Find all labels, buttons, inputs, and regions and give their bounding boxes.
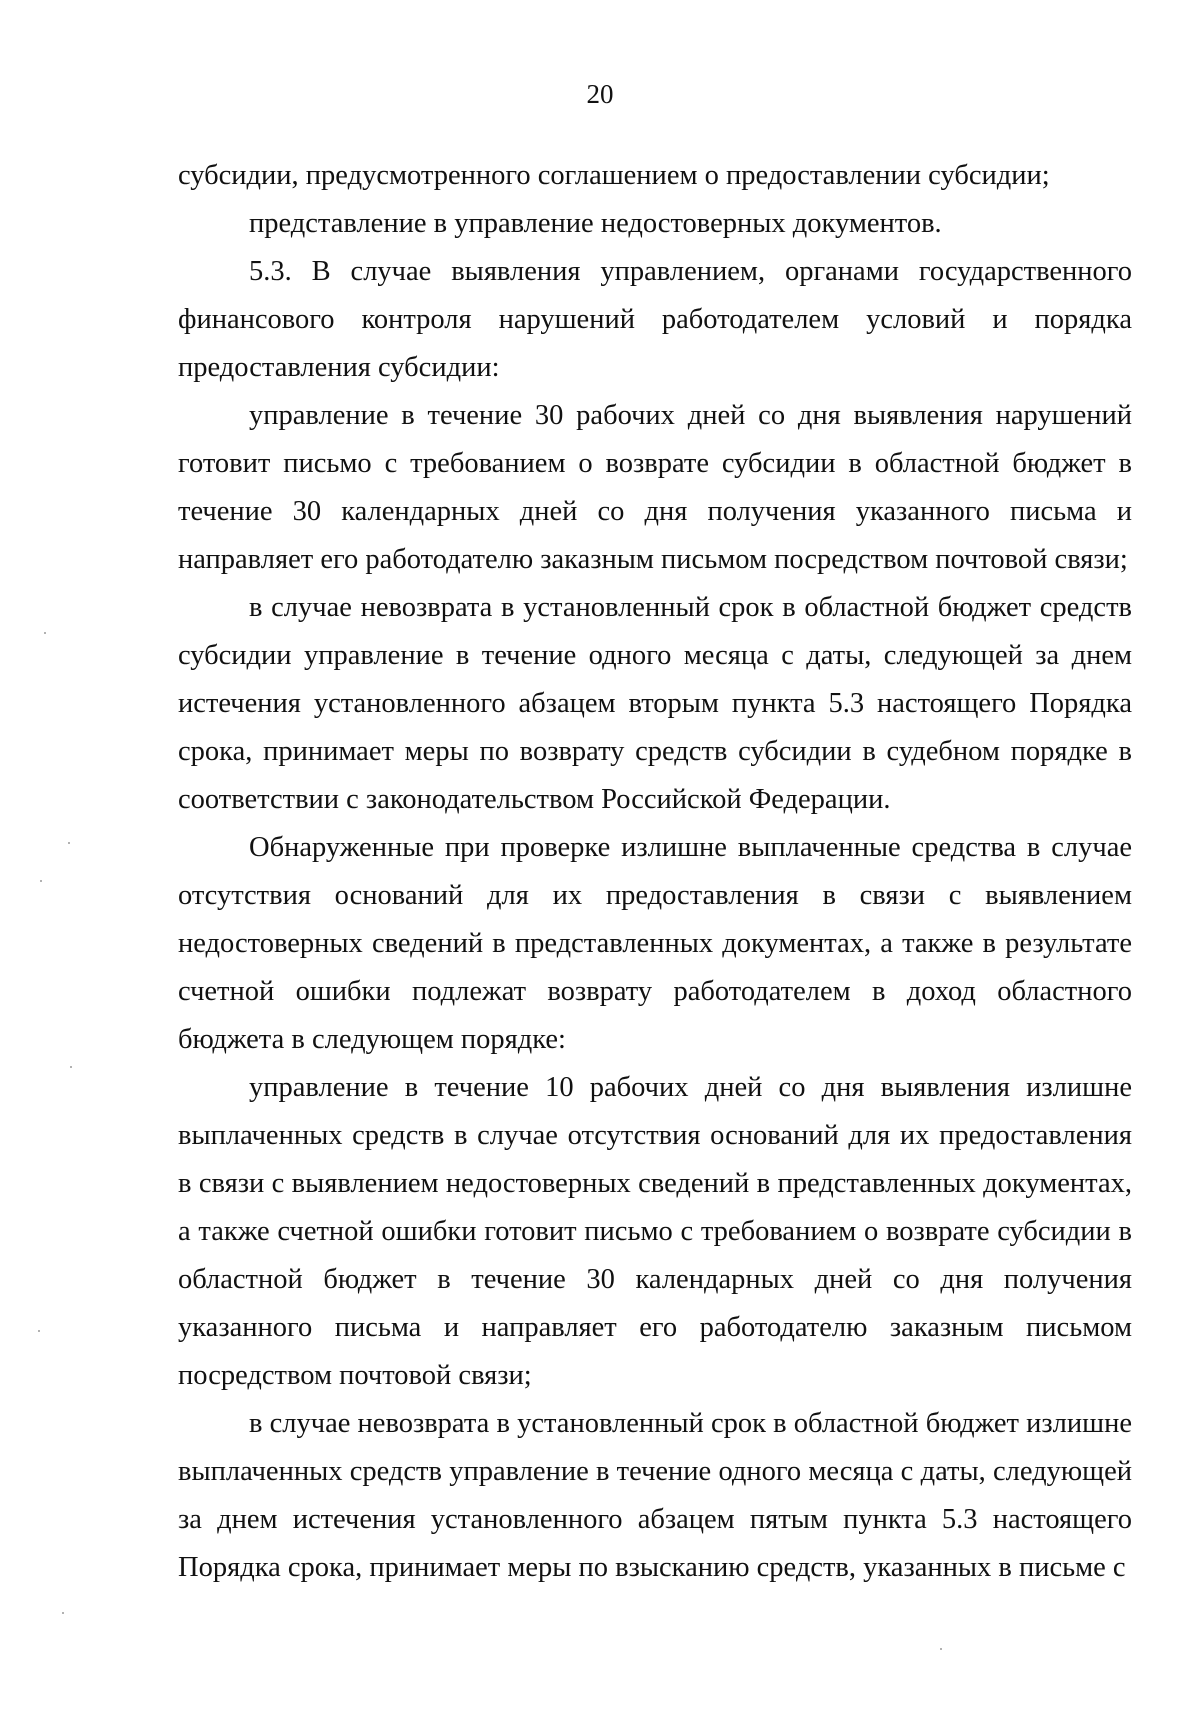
paragraph-overpaid-recovery: в случае невозврата в установленный срок в областной бюджет излишне выплаченных средств управление в течение одного месяца с даты, следующей за днем истечения установленного абзацем пятым пункта 5.3 настоящего Порядка срока, принимает меры по взысканию средств, указанных в письме с bbox=[178, 1408, 1132, 1583]
paragraph-overpaid-letter: управление в течение 10 рабочих дней со дня выявления излишне выплаченных средств в случае отсутствия оснований для их предоставления в связи с выявлением недостоверных сведений в представленных документах, а также счетной ошибки готовит письмо с требованием о возврате субсидии в областной бюджет в течение 30 календарных дней со дня получения указанного письма и направляет его работодателю заказным письмом посредством почтовой связи; bbox=[178, 1072, 1132, 1391]
paragraph-section-5-3: 5.3. В случае выявления управлением, органами государственного финансового контроля нарушений работодателем условий и порядка предоставления субсидии: bbox=[178, 256, 1132, 383]
scan-speck bbox=[38, 1330, 40, 1332]
scan-speck bbox=[68, 842, 70, 844]
scan-speck bbox=[940, 1648, 942, 1650]
scan-speck bbox=[44, 632, 46, 634]
scan-speck bbox=[70, 1066, 72, 1068]
paragraph-return-letter: управление в течение 30 рабочих дней со дня выявления нарушений готовит письмо с требованием о возврате субсидии в областной бюджет в течение 30 календарных дней со дня получения указанного письма и направляет его работодателю заказным письмом посредством почтовой связи; bbox=[178, 400, 1132, 575]
paragraph-list-item: представление в управление недостоверных документов. bbox=[249, 208, 942, 239]
page-number: 20 bbox=[586, 79, 614, 109]
document-body bbox=[178, 152, 1132, 1592]
paragraph-continuation: субсидии, предусмотренного соглашением о предоставлении субсидии; bbox=[178, 160, 1050, 191]
scan-speck bbox=[40, 880, 42, 882]
scan-speck bbox=[62, 1612, 64, 1614]
paragraph-court-measures: в случае невозврата в установленный срок в областной бюджет средств субсидии управление в течение одного месяца с даты, следующей за днем истечения установленного абзацем вторым пункта 5.3 настоящего Порядка срока, принимает меры по возврату средств субсидии в судебном порядке в соответствии с законодательством Российской Федерации. bbox=[178, 592, 1132, 815]
paragraph-overpaid-funds: Обнаруженные при проверке излишне выплаченные средства в случае отсутствия оснований для их предоставления в связи с выявлением недостоверных сведений в представленных документах, а также в результате счетной ошибки подлежат возврату работодателем в доход областного бюджета в следующем порядке: bbox=[178, 832, 1132, 1055]
